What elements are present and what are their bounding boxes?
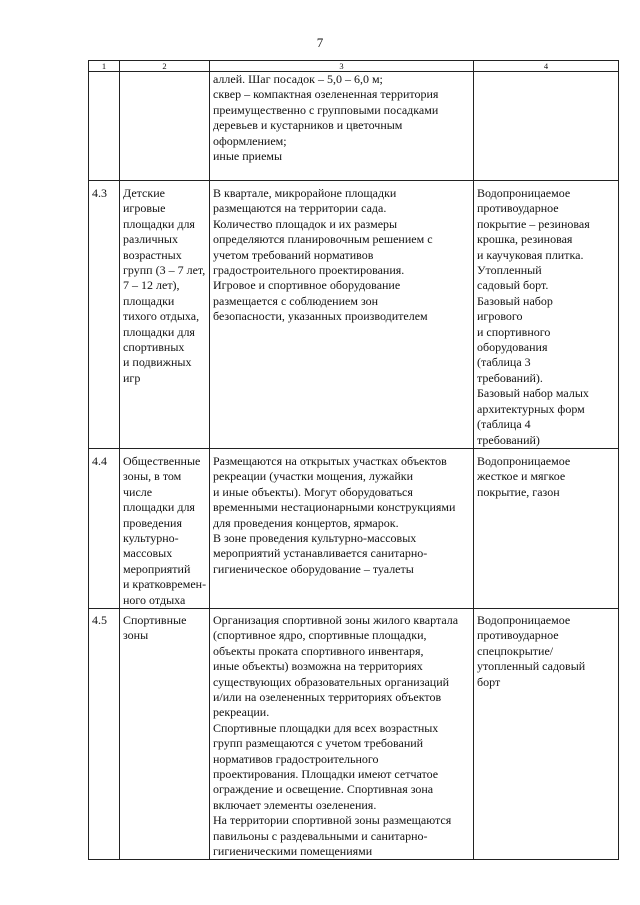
- text-line: и иные объекты). Могут оборудоваться: [213, 484, 413, 499]
- page-number: 7: [316, 35, 324, 50]
- row-number: 4.5: [89, 608, 120, 860]
- text-line: Игровое и спортивное оборудование: [213, 278, 401, 293]
- text-line: Базовый набор: [477, 293, 553, 308]
- text-line: площадки для: [123, 324, 195, 339]
- text-line: (таблица 4: [477, 417, 531, 432]
- text-line: размещается с соблюдением зон: [213, 293, 379, 308]
- row-number: 4.4: [89, 448, 120, 608]
- text-line: Размещаются на открытых участках объектов: [213, 453, 447, 468]
- materials-cell: [474, 72, 619, 181]
- text-line: ограждение и освещение. Спортивная зона: [213, 782, 434, 797]
- text-line: Водопроницаемое: [477, 186, 571, 200]
- text-line: (таблица 3: [477, 355, 531, 370]
- text-line: игрового: [477, 309, 523, 324]
- text-line: Спортивные площадки для всех возрастных: [213, 720, 439, 735]
- description-cell: [210, 608, 474, 860]
- text-line: групп размещаются с учетом требований: [213, 736, 424, 751]
- text-line: Базовый набор малых: [477, 386, 589, 401]
- text-line: площадки для: [123, 216, 195, 231]
- text-line: различных: [123, 232, 178, 247]
- text-line: культурно-: [123, 530, 179, 545]
- text-line: требований).: [477, 370, 543, 385]
- row-number: [89, 72, 120, 181]
- element-name-cell: [120, 72, 210, 181]
- text-line: и кратковремен-: [123, 577, 207, 592]
- text-line: Водопроницаемое: [477, 612, 571, 627]
- text-line: и подвижных: [123, 355, 192, 370]
- text-line: Спортивные: [123, 612, 187, 627]
- text-line: включает элементы озеленения.: [213, 797, 377, 812]
- text-line: зоны: [123, 628, 149, 643]
- text-line: размещаются на территории сада.: [213, 201, 387, 216]
- text-line: Утопленный: [477, 263, 542, 278]
- text-line: крошка, резиновая: [477, 232, 573, 247]
- text-line: В зоне проведения культурно-массовых: [213, 530, 417, 545]
- text-line: покрытие, газон: [477, 484, 560, 499]
- text-line: гигиеническое оборудование – туалеты: [213, 561, 414, 576]
- text-line: игр: [123, 370, 141, 385]
- text-line: возрастных: [123, 247, 182, 262]
- row-number: 4.3: [89, 181, 120, 449]
- element-name-cell: [120, 608, 210, 860]
- text-line: требований): [477, 432, 540, 447]
- text-line: для проведения концертов, ярмарок.: [213, 515, 399, 530]
- text-line: противоударное: [477, 201, 559, 216]
- text-line: временными нестационарными конструкциями: [213, 500, 456, 515]
- text-line: (спортивное ядро, спортивные площадки,: [213, 628, 427, 643]
- text-line: мероприятий устанавливается санитарно-: [213, 546, 428, 561]
- materials-cell: [474, 608, 619, 860]
- text-line: массовых: [123, 546, 173, 561]
- text-line: градостроительного проектирования.: [213, 263, 405, 278]
- text-line: мероприятий: [123, 561, 191, 576]
- text-line: рекреации (участки мощения, лужайки: [213, 469, 414, 484]
- column-header: 2: [120, 61, 210, 72]
- text-line: павильоны с раздевальными и санитарно-: [213, 828, 428, 843]
- text-line: площадки: [123, 293, 175, 308]
- text-line: 7 – 12 лет),: [123, 278, 180, 293]
- description-cell: [210, 448, 474, 608]
- text-line: В квартале, микрорайоне площадки: [213, 186, 397, 200]
- element-name-cell: [120, 448, 210, 608]
- text-line: безопасности, указанных производителем: [213, 309, 428, 324]
- text-line: покрытие – резиновая: [477, 216, 590, 231]
- text-line: На территории спортивной зоны размещаются: [213, 813, 452, 828]
- text-line: рекреации.: [213, 705, 270, 720]
- materials-cell: [474, 448, 619, 608]
- text-line: деревьев и кустарников и цветочным: [213, 118, 403, 133]
- table-row: [89, 448, 619, 608]
- text-line: проектирования. Площадки имеют сетчатое: [213, 767, 439, 782]
- text-line: тихого отдыха,: [123, 309, 200, 324]
- text-line: существующих образовательных организаций: [213, 674, 450, 689]
- text-line: спортивных: [123, 340, 185, 355]
- text-line: Количество площадок и их размеры: [213, 216, 398, 231]
- column-header: 1: [89, 61, 120, 72]
- materials-cell: [474, 181, 619, 449]
- column-header: 3: [210, 61, 474, 72]
- text-line: аллей. Шаг посадок – 5,0 – 6,0 м;: [213, 72, 383, 86]
- description-cell: [210, 181, 474, 449]
- description-cell: [210, 72, 474, 181]
- text-line: учетом требований нормативов: [213, 247, 374, 262]
- text-line: жесткое и мягкое: [477, 469, 566, 484]
- text-line: Водопроницаемое: [477, 453, 571, 468]
- text-line: площадки для: [123, 500, 195, 515]
- text-line: Организация спортивной зоны жилого квартала: [213, 612, 459, 627]
- table-header-row: [89, 61, 619, 72]
- element-name-cell: [120, 181, 210, 449]
- text-line: ного отдыха: [123, 592, 186, 607]
- text-line: Общественные: [123, 453, 201, 468]
- text-line: объекты проката спортивного инвентаря,: [213, 643, 424, 658]
- column-header: 4: [474, 61, 619, 72]
- text-line: и каучуковая плитка.: [477, 247, 584, 262]
- text-line: архитектурных форм: [477, 401, 585, 416]
- text-line: оборудования: [477, 340, 548, 355]
- text-line: нормативов градостроительного: [213, 751, 379, 766]
- table-row: [89, 608, 619, 860]
- text-line: садовый борт.: [477, 278, 549, 293]
- text-line: игровые: [123, 201, 166, 216]
- text-line: и/или на озелененных территориях объектов: [213, 690, 442, 704]
- text-line: противоударное: [477, 628, 559, 643]
- text-line: спецпокрытие/: [477, 643, 554, 658]
- requirements-table: [88, 60, 619, 860]
- text-line: иные объекты) возможна на территориях: [213, 659, 423, 674]
- text-line: числе: [123, 484, 153, 499]
- text-line: утопленный садовый: [477, 659, 586, 674]
- text-line: сквер – компактная озелененная территория: [213, 87, 439, 102]
- text-line: преимущественно с групповыми посадками: [213, 102, 439, 117]
- text-line: и спортивного: [477, 324, 551, 339]
- text-line: иные приемы: [213, 149, 283, 164]
- text-line: Детские: [123, 186, 165, 200]
- table-row: [89, 181, 619, 449]
- text-line: проведения: [123, 515, 182, 530]
- text-line: групп (3 – 7 лет,: [123, 263, 206, 278]
- text-line: борт: [477, 674, 501, 689]
- text-line: зоны, в том: [123, 469, 182, 484]
- text-line: гигиеническими помещениями: [213, 844, 373, 859]
- text-line: определяются планировочным решением с: [213, 232, 433, 247]
- table-row: [89, 72, 619, 181]
- text-line: оформлением;: [213, 133, 287, 148]
